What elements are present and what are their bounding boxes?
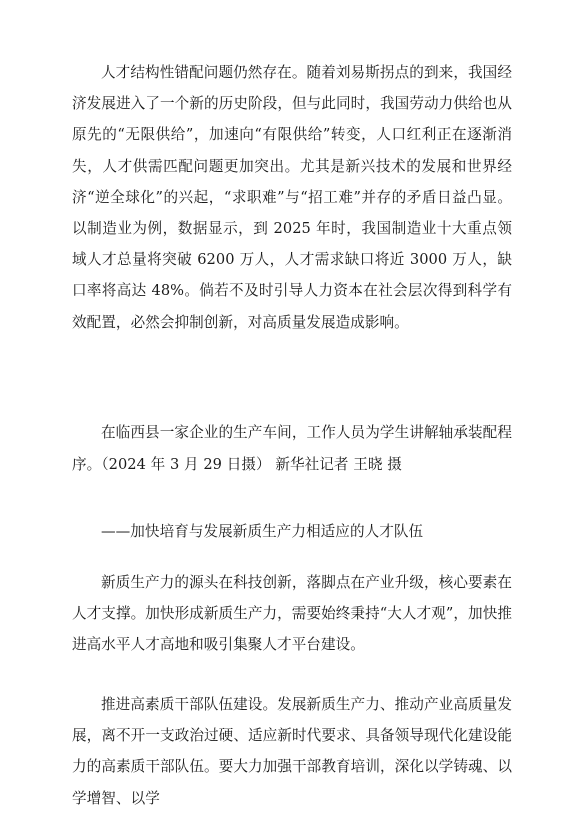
photo-caption: 在临西县一家企业的生产车间，工作人员为学生讲解轴承装配程序。（2024 年 3 月 29 日摄） 新华社记者 王晓 摄 [72, 424, 512, 473]
paragraph-cadre-team: 推进高素质干部队伍建设。发展新质生产力、推动产业高质量发展，离不开一支政治过硬、适应新时代要求、具备领导现代化建设能力的高素质干部队伍。要大力加强干部教育培训，深化以学铸魂、以学增智、以学 [72, 696, 512, 807]
paragraph-talent-mismatch: 人才结构性错配问题仍然存在。随着刘易斯拐点的到来，我国经济发展进入了一个新的历史阶段，但与此同时，我国劳动力供给也从原先的“无限供给”，加速向“有限供给”转变，人口红利正在逐渐消失，人才供需匹配问题更加突出。尤其是新兴技术的发展和世界经济“逆全球化”的兴起，“求职难”与“招工难”并存的矛盾日益凸显。以制造业为例，数据显示，到 2025 年时，我国制造业十大重点领域人才总量将突破 6200 万人，人才需求缺口将近 3000 万人，缺口率将高达 48%。倘若不及时引导人力资本在社会层次得到科学有效配置，必然会抑制创新，对高质量发展造成影响。 [72, 64, 512, 331]
section-subtitle: ——加快培育与发展新质生产力相适应的人才队伍 [101, 523, 424, 540]
paragraph-new-productivity: 新质生产力的源头在科技创新，落脚点在产业升级，核心要素在人才支撑。加快形成新质生产力，需要始终秉持“大人才观”，加快推进高水平人才高地和吸引集聚人才平台建设。 [72, 574, 512, 654]
